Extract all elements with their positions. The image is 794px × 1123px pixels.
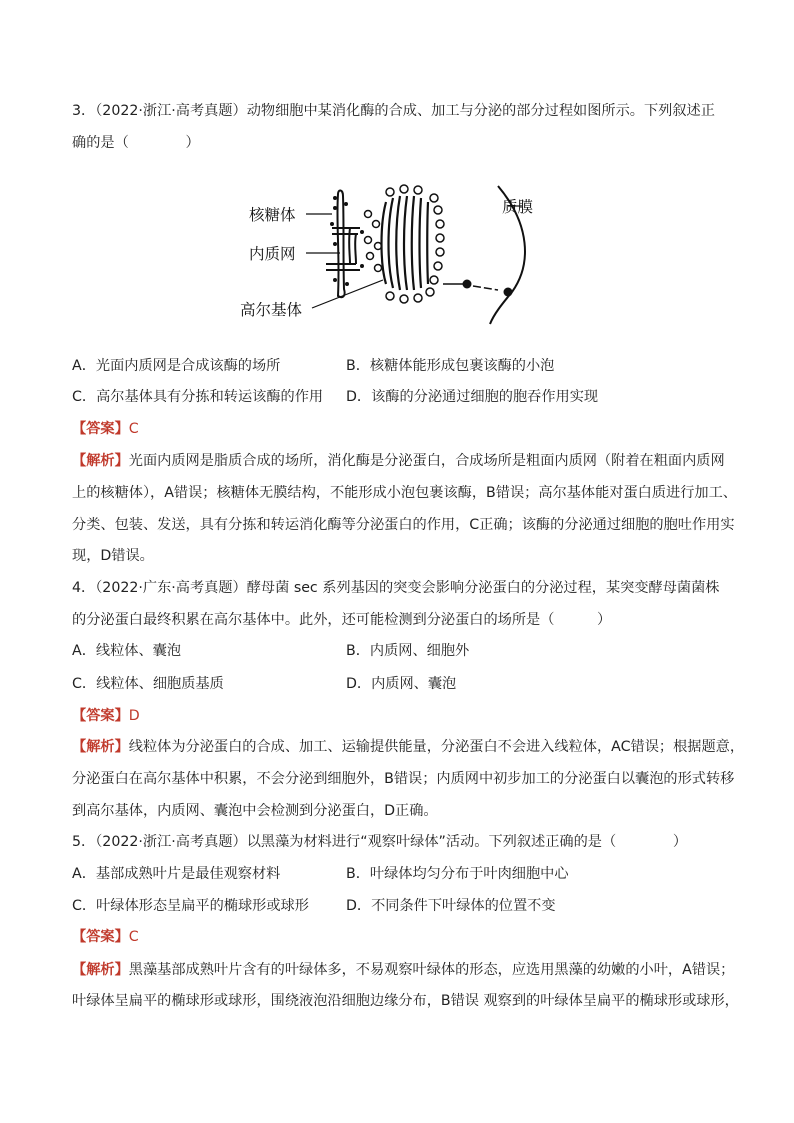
q3-analysis-line4: 现，D错误。 xyxy=(72,548,154,564)
q4-analysis-line2: 分泌蛋白在高尔基体中积累，不会分泌到细胞外，B错误；内质网中初步加工的分泌蛋白以囊泡的形式转移 xyxy=(72,771,735,787)
q5-option-d: D．不同条件下叶绿体的位置不变 xyxy=(346,898,556,914)
ribosome-dots xyxy=(330,196,364,286)
analysis-tag: 【解析】 xyxy=(72,739,129,755)
q3-option-a: A．光面内质网是合成该酶的场所 xyxy=(72,358,281,374)
label-er: 内质网 xyxy=(249,245,296,263)
q5-option-c: C．叶绿体形态呈扁平的椭球形或球形 xyxy=(72,898,309,914)
analysis-tag: 【解析】 xyxy=(72,453,129,469)
q5-answer xyxy=(72,927,139,947)
question-3-stem-line2: 确的是（ ） xyxy=(72,135,200,151)
q3-analysis-line3: 分类、包装、发送，具有分拣和转运消化酶等分泌蛋白的作用，C正确；该酶的分泌通过细胞的胞吐作用实 xyxy=(72,517,735,533)
q3-option-c: C．高尔基体具有分拣和转运该酶的作用 xyxy=(72,389,324,405)
er-structure xyxy=(326,190,360,297)
question-3-stem-line1: 3．（2022·浙江·高考真题）动物细胞中某消化酶的合成、加工与分泌的部分过程如图所示。下列叙述正 xyxy=(72,103,715,119)
label-golgi: 高尔基体 xyxy=(240,301,303,319)
q3-option-d: D．该酶的分泌通过细胞的胞吞作用实现 xyxy=(346,389,599,405)
q3-analysis-line1: 【解析】光面内质网是脂质合成的场所，消化酶是分泌蛋白，合成场所是粗面内质网（附着在粗面内质网 xyxy=(72,453,725,469)
secretion-diagram xyxy=(240,184,540,326)
answer-tag: 【答案】 xyxy=(72,929,129,945)
q4-analysis-line1: 【解析】线粒体为分泌蛋白的合成、加工、运输提供能量，分泌蛋白不会进入线粒体，AC错误；根据题意， xyxy=(72,739,745,755)
golgi-stack xyxy=(382,196,429,290)
label-ribosome: 核糖体 xyxy=(249,206,296,224)
q4-option-b: B．内质网、细胞外 xyxy=(346,643,470,659)
analysis-tag: 【解析】 xyxy=(72,962,129,978)
q3-analysis-line2: 上的核糖体），A错误；核糖体无膜结构，不能形成小泡包裹该酶，B错误；高尔基体能对蛋白质进行加工、 xyxy=(72,485,737,501)
question-4-stem-line2: 的分泌蛋白最终积累在高尔基体中。此外，还可能检测到分泌蛋白的场所是（ ） xyxy=(72,612,612,628)
vesicles-left xyxy=(365,211,382,272)
q3-answer xyxy=(72,419,139,439)
answer-value: D xyxy=(128,708,140,724)
answer-tag: 【答案】 xyxy=(72,708,129,724)
q4-analysis-line3: 到高尔基体，内质网、囊泡中会检测到分泌蛋白，D正确。 xyxy=(72,803,438,819)
q5-analysis-line2: 叶绿体呈扁平的椭球形或球形，围绕液泡沿细胞边缘分布，B错误 观察到的叶绿体呈扁平的椭球形或球形， xyxy=(72,993,739,1009)
vesicles-right xyxy=(386,185,444,303)
question-5-stem-line1: 5．（2022·浙江·高考真题）以黑藻为材料进行“观察叶绿体”活动。下列叙述正确的是（ ） xyxy=(72,834,688,850)
label-membrane: 质膜 xyxy=(501,198,533,216)
q4-option-d: D．内质网、囊泡 xyxy=(346,676,457,692)
q4-option-c: C．线粒体、细胞质基质 xyxy=(72,676,224,692)
answer-tag: 【答案】 xyxy=(72,421,129,437)
answer-value: C xyxy=(128,929,139,945)
q5-option-b: B．叶绿体均匀分布于叶肉细胞中心 xyxy=(346,866,569,882)
question-4-stem-line1: 4．（2022·广东·高考真题）酵母菌 sec 系列基因的突变会影响分泌蛋白的分泌过程，某突变酵母菌菌株 xyxy=(72,580,720,596)
q5-analysis-line1: 【解析】黑藻基部成熟叶片含有的叶绿体多，不易观察叶绿体的形态，应选用黑藻的幼嫩的小叶，A错误； xyxy=(72,962,735,978)
answer-value: C xyxy=(128,421,139,437)
q4-option-a: A．线粒体、囊泡 xyxy=(72,643,182,659)
q3-option-b: B．核糖体能形成包裹该酶的小泡 xyxy=(346,358,555,374)
q5-option-a: A．基部成熟叶片是最佳观察材料 xyxy=(72,866,281,882)
q4-answer xyxy=(72,706,140,726)
